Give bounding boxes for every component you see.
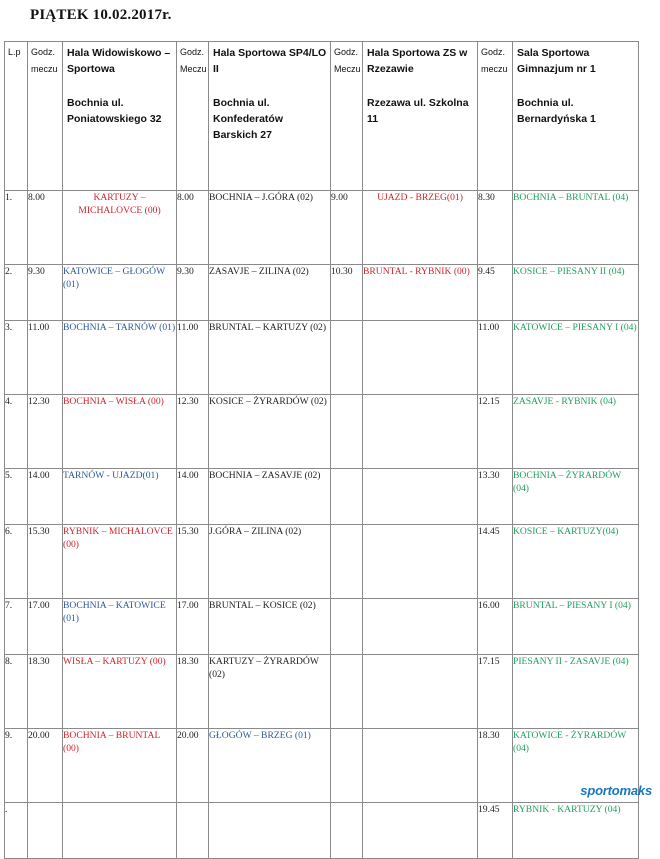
match-time: 8.30 — [478, 191, 513, 265]
match-time: 9.45 — [478, 265, 513, 321]
table-row — [5, 729, 639, 803]
match-time: 11.00 — [177, 321, 209, 395]
row-number: 1. — [5, 191, 28, 265]
match-pairing — [363, 655, 478, 729]
match-time: 12.30 — [177, 395, 209, 469]
match-time: 14.00 — [28, 469, 63, 525]
match-time — [331, 395, 363, 469]
match-time — [331, 321, 363, 395]
match-time: 20.00 — [177, 729, 209, 803]
match-time: 13.30 — [478, 469, 513, 525]
match-time: 17.00 — [28, 599, 63, 655]
match-pairing: BRUNTAL – KARTUZY (02) — [209, 321, 331, 395]
match-time: 9.00 — [331, 191, 363, 265]
match-time: 19.45 — [478, 803, 513, 859]
match-time: 8.00 — [28, 191, 63, 265]
row-number: 5. — [5, 469, 28, 525]
match-pairing: J.GÓRA – ZILINA (02) — [209, 525, 331, 599]
match-time — [331, 729, 363, 803]
match-time — [331, 599, 363, 655]
match-pairing: BRUNTAL – KOSICE (02) — [209, 599, 331, 655]
row-number: 7. — [5, 599, 28, 655]
match-pairing: UJAZD - BRZEG(01) — [363, 191, 478, 265]
row-number: 3. — [5, 321, 28, 395]
match-time: 8.00 — [177, 191, 209, 265]
match-pairing: GŁOGÓW – BRZEG (01) — [209, 729, 331, 803]
match-pairing: BOCHNIA – KATOWICE (01) — [63, 599, 177, 655]
match-pairing: KARTUZY – MICHALOVCE (00) — [63, 191, 177, 265]
match-pairing: KOSICE – PIESANY II (04) — [513, 265, 639, 321]
match-pairing — [363, 395, 478, 469]
match-pairing: BOCHNIA – BRUNTAL (00) — [63, 729, 177, 803]
table-row — [5, 803, 639, 859]
match-pairing: ZASAVJE - RYBNIK (04) — [513, 395, 639, 469]
match-pairing: BOCHNIA – TARNÓW (01) — [63, 321, 177, 395]
match-pairing: PIESANY II - ZASAVJE (04) — [513, 655, 639, 729]
match-time: 18.30 — [28, 655, 63, 729]
match-pairing — [209, 803, 331, 859]
match-time — [28, 803, 63, 859]
table-row — [5, 655, 639, 729]
table-row — [5, 599, 639, 655]
match-time — [331, 469, 363, 525]
sportomaks-logo: sportomaks — [580, 783, 652, 798]
table-row — [5, 321, 639, 395]
row-number: 4. — [5, 395, 28, 469]
table-row — [5, 265, 639, 321]
match-pairing: BOCHNIA – WISŁA (00) — [63, 395, 177, 469]
match-pairing — [363, 599, 478, 655]
table-row — [5, 191, 639, 265]
match-time: 10.30 — [331, 265, 363, 321]
match-time: 17.15 — [478, 655, 513, 729]
time-header-4: Godz. meczu — [478, 42, 513, 191]
row-number: 2. — [5, 265, 28, 321]
match-time: 11.00 — [28, 321, 63, 395]
match-time: 20.00 — [28, 729, 63, 803]
match-pairing: RYBNIK - KARTUZY (04) — [513, 803, 639, 859]
match-time: 11.00 — [478, 321, 513, 395]
match-time: 15.30 — [177, 525, 209, 599]
match-pairing: ZASAVJE – ZILINA (02) — [209, 265, 331, 321]
venue-header-1: Hala Widowiskowo – Sportowa Bochnia ul. Poniatowskiego 32 — [63, 42, 177, 191]
table-row — [5, 469, 639, 525]
match-pairing — [363, 803, 478, 859]
match-pairing — [363, 321, 478, 395]
header-row — [5, 42, 639, 191]
match-time: 14.45 — [478, 525, 513, 599]
schedule-table — [4, 41, 639, 859]
match-pairing: BRUNTAL – PIESANY I (04) — [513, 599, 639, 655]
match-pairing: BOCHNIA – ZASAVJE (02) — [209, 469, 331, 525]
match-time — [331, 655, 363, 729]
match-pairing: KOSICE – KARTUZY(04) — [513, 525, 639, 599]
page-title: PIĄTEK 10.02.2017r. — [30, 7, 172, 23]
match-time: 14.00 — [177, 469, 209, 525]
time-header-2: Godz. Meczu — [177, 42, 209, 191]
match-pairing: KATOWICE - ŻYRARDÓW (04) — [513, 729, 639, 803]
match-time: 17.00 — [177, 599, 209, 655]
table-row — [5, 395, 639, 469]
row-number: 8. — [5, 655, 28, 729]
venue-header-2: Hala Sportowa SP4/LO II Bochnia ul. Konfederatów Barskich 27 — [209, 42, 331, 191]
match-pairing: KATOWICE – PIESANY I (04) — [513, 321, 639, 395]
match-time: 18.30 — [177, 655, 209, 729]
match-pairing: BOCHNIA – J.GÓRA (02) — [209, 191, 331, 265]
lp-header: L.p — [5, 42, 28, 191]
table-row — [5, 525, 639, 599]
match-time — [331, 525, 363, 599]
match-time: 9.30 — [28, 265, 63, 321]
match-pairing: KATOWICE – GŁOGÓW (01) — [63, 265, 177, 321]
time-header-3: Godz. Meczu — [331, 42, 363, 191]
match-pairing: BRUNTAL - RYBNIK (00) — [363, 265, 478, 321]
match-time — [177, 803, 209, 859]
match-time: 18.30 — [478, 729, 513, 803]
match-pairing: KOSICE – ŻYRARDÓW (02) — [209, 395, 331, 469]
match-time: 16.00 — [478, 599, 513, 655]
match-time: 9.30 — [177, 265, 209, 321]
match-pairing: BOCHNIA – BRUNTAL (04) — [513, 191, 639, 265]
match-pairing — [63, 803, 177, 859]
time-header-1: Godz. meczu — [28, 42, 63, 191]
match-pairing: KARTUZY – ŻYRARDÓW (02) — [209, 655, 331, 729]
match-pairing: RYBNIK – MICHALOVCE (00) — [63, 525, 177, 599]
match-pairing — [363, 729, 478, 803]
match-time: 12.15 — [478, 395, 513, 469]
match-pairing — [363, 525, 478, 599]
venue-header-3: Hala Sportowa ZS w Rzezawie Rzezawa ul. Szkolna 11 — [363, 42, 478, 191]
match-time: 15.30 — [28, 525, 63, 599]
match-pairing: WISŁA – KARTUZY (00) — [63, 655, 177, 729]
match-pairing — [363, 469, 478, 525]
venue-header-4: Sala Sportowa Gimnazjum nr 1 Bochnia ul. Bernardyńska 1 — [513, 42, 639, 191]
match-pairing: BOCHNIA – ŻYRARDÓW (04) — [513, 469, 639, 525]
row-number: 6. — [5, 525, 28, 599]
match-time — [331, 803, 363, 859]
row-number: 9. — [5, 729, 28, 803]
row-number: . — [5, 803, 28, 859]
match-time: 12.30 — [28, 395, 63, 469]
match-pairing: TARNÓW - UJAZD(01) — [63, 469, 177, 525]
